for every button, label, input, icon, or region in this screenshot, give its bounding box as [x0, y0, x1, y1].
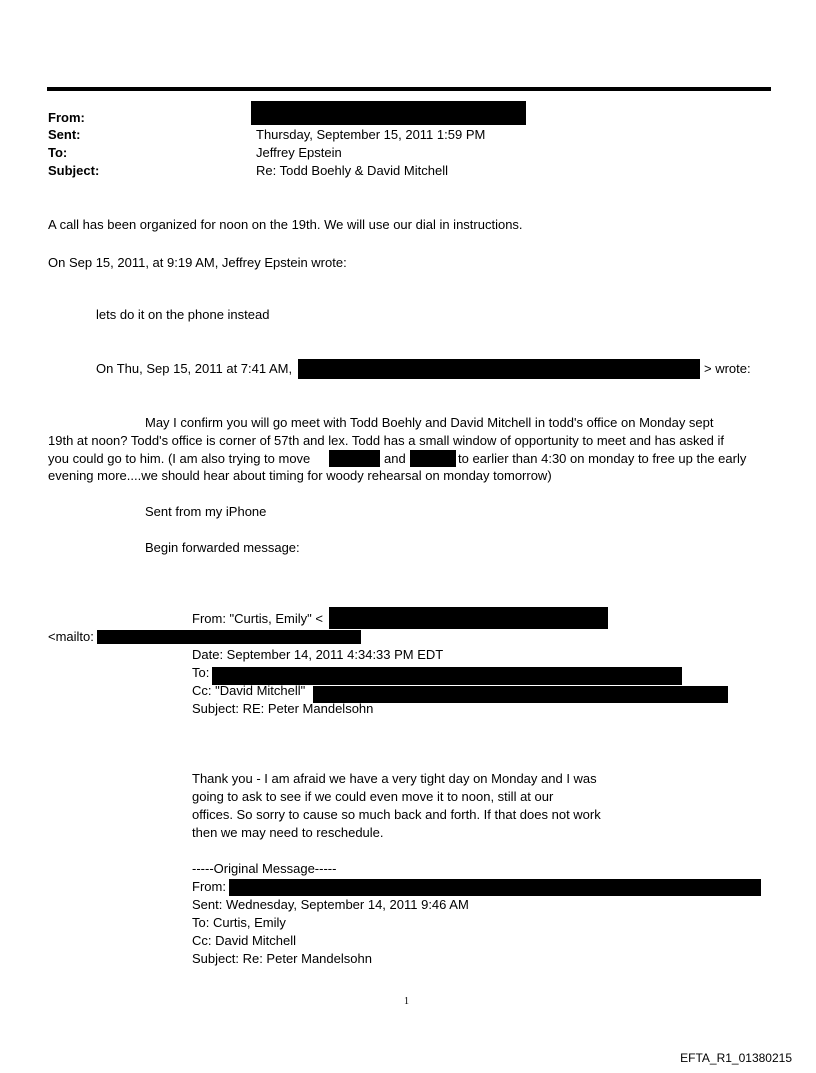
- to-value: Jeffrey Epstein: [256, 145, 342, 160]
- sent-from-iphone: Sent from my iPhone: [145, 504, 267, 519]
- para-line-3a: you could go to him. (I am also trying to move: [48, 451, 311, 466]
- quote2-prefix: On Thu, Sep 15, 2011 at 7:41 AM,: [96, 361, 293, 376]
- sent-label: Sent:: [48, 127, 81, 142]
- redacted-mailto: [97, 630, 361, 644]
- para-line-3c: to earlier than 4:30 on monday to free up the early: [458, 451, 747, 466]
- redacted-orig-from: [229, 879, 761, 896]
- fwd-mailto: <mailto:: [48, 629, 94, 644]
- fwd-from: From: "Curtis, Emily" <: [192, 611, 323, 626]
- orig-to: To: Curtis, Emily: [192, 915, 286, 930]
- redacted-fwd-cc: [313, 686, 728, 703]
- document-id: EFTA_R1_01380215: [680, 1051, 792, 1065]
- fwd-msg-line-3: offices. So sorry to cause so much back and forth. If that does not work: [192, 807, 601, 822]
- fwd-date: Date: September 14, 2011 4:34:33 PM EDT: [192, 647, 444, 662]
- fwd-subject: Subject: RE: Peter Mandelsohn: [192, 701, 374, 716]
- redacted-address: [298, 359, 700, 379]
- fwd-to: To:: [192, 665, 210, 680]
- fwd-msg-line-2: going to ask to see if we could even move it to noon, still at our: [192, 789, 554, 804]
- redacted-fwd-email: [329, 607, 608, 629]
- page-number: 1: [404, 996, 409, 1007]
- orig-sent: Sent: Wednesday, September 14, 2011 9:46 AM: [192, 897, 469, 912]
- para-line-4: evening more....we should hear about timing for woody rehearsal on monday tomorrow): [48, 468, 552, 483]
- redacted-name-1: [329, 450, 380, 467]
- quote-attribution: On Sep 15, 2011, at 9:19 AM, Jeffrey Epstein wrote:: [48, 255, 347, 270]
- para-line-1: May I confirm you will go meet with Todd Boehly and David Mitchell in todd's office on Monday sept: [145, 415, 714, 430]
- quoted-reply: lets do it on the phone instead: [96, 307, 270, 322]
- subject-value: Re: Todd Boehly & David Mitchell: [256, 163, 448, 178]
- orig-subject: Subject: Re: Peter Mandelsohn: [192, 951, 372, 966]
- redacted-sender: [251, 101, 526, 125]
- quote2-suffix: > wrote:: [704, 361, 751, 376]
- original-divider: -----Original Message-----: [192, 861, 337, 876]
- subject-label: Subject:: [48, 163, 100, 178]
- para-line-2: 19th at noon? Todd's office is corner of 57th and lex. Todd has a small window of opportunity to meet and has asked if: [48, 433, 725, 448]
- fwd-cc: Cc: "David Mitchell": [192, 683, 306, 698]
- to-label: To:: [48, 145, 68, 160]
- header-rule: [47, 87, 771, 91]
- redacted-name-2: [410, 450, 456, 467]
- para-line-3b: and: [384, 451, 406, 466]
- from-label: From:: [48, 110, 85, 125]
- orig-cc: Cc: David Mitchell: [192, 933, 297, 948]
- fwd-msg-line-4: then we may need to reschedule.: [192, 825, 384, 840]
- reply-text: A call has been organized for noon on the 19th. We will use our dial in instructions.: [48, 217, 523, 232]
- sent-value: Thursday, September 15, 2011 1:59 PM: [256, 127, 486, 142]
- begin-forwarded: Begin forwarded message:: [145, 540, 300, 555]
- fwd-msg-line-1: Thank you - I am afraid we have a very tight day on Monday and I was: [192, 771, 597, 786]
- orig-from: From:: [192, 879, 226, 894]
